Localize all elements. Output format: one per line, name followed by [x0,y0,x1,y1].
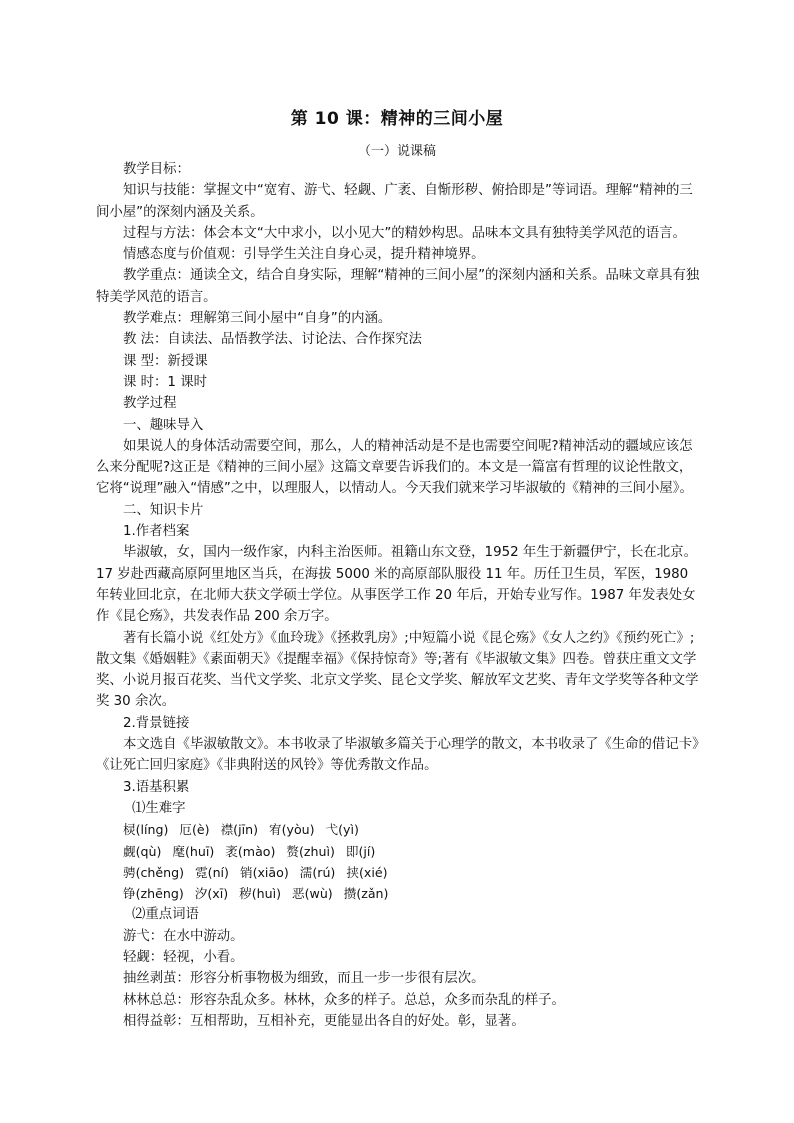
rare-characters-list [96,819,700,904]
goal-knowledge: 知识与技能：掌握文中“宽宥、游弋、轻觑、广袤、自惭形秽、俯拾即是”等词语。理解“精神的三间小屋”的深刻内涵及关系。 [96,183,693,220]
lesson-hours: 课 时：1 课时 [123,374,207,390]
char-row [123,862,700,883]
char-row [123,841,700,862]
char-item: 挟(xié) [346,864,388,880]
char-item: 销(xiāo) [239,864,289,880]
teaching-difficulty: 教学难点：理解第三间小屋中“自身”的内涵。 [123,311,392,327]
char-item: 铮(zhēng) [123,886,184,902]
char-item: 秽(huì) [239,886,282,902]
chars-heading: ⑴生难字 [132,800,186,816]
words-heading: ⑵重点词语 [132,907,199,923]
word-definition: 林林总总：形容杂乱众多。林林，众多的样子。总总，众多而杂乱的样子。 [123,992,565,1008]
char-item: 襟(jīn) [220,822,258,838]
char-item: 攒(zǎn) [343,886,389,902]
goal-emotion: 情感态度与价值观：引导学生关注自身心灵，提升精神境界。 [123,247,485,263]
subsection-heading: 1.作者档案 [123,524,190,540]
char-item: 觑(qù) [123,843,162,859]
char-item: 袤(mào) [225,843,276,859]
char-item: 濡(rú) [299,864,336,880]
teaching-method: 教 法：自读法、品悟教学法、讨论法、合作探究法 [123,332,422,348]
char-item: 恶(wù) [292,886,333,902]
char-item: 赘(zhuì) [286,843,335,859]
word-definition: 轻觑：轻视，小看。 [123,949,244,965]
char-item: 即(jí) [345,843,376,859]
goal-process: 过程与方法：体会本文“大中求小，以小见大”的精妙构思。品味本文具有独特美学风范的语言。 [123,225,686,241]
process-heading: 教学过程 [123,396,177,412]
word-definition: 抽丝剥茧：形容分析事物极为细致，而且一步一步很有层次。 [123,971,485,987]
char-item: 汐(xī) [194,886,229,902]
char-item: 弋(yì) [325,822,359,838]
char-item: 麾(huī) [172,843,215,859]
char-row [123,883,700,904]
teaching-focus: 教学重点：通读全文，结合自身实际，理解“精神的三间小屋”的深刻内涵和关系。品味文章具有独特美学风范的语言。 [96,268,700,305]
page-subtitle: （一）说课稿 [357,144,436,159]
document-body [96,159,700,1032]
background-paragraph: 本文选自《毕淑敏散文》。本书收录了毕淑敏多篇关于心理学的散文，本书收录了《生命的借记卡》《让死亡回归家庭》《非典附送的风铃》等优秀散文作品。 [96,737,699,774]
author-paragraph: 毕淑敏，女，国内一级作家，内科主治医师。祖籍山东文登，1952 年生于新疆伊宁，长在北京。17 岁赴西藏高原阿里地区当兵，在海拔 5000 米的高原部队服役 11 年。历任卫生员，军医，1980 年转业回北京，在北师大获文学硕士学位。从事医学工作 20 年后，开始专业写作。1987 年发表处女作《昆仑殇》，共发表作品 200 余万字。 [96,545,697,625]
char-item: 厄(è) [179,822,210,838]
char-item: 骋(chěng) [123,864,185,880]
char-item: 霓(ní) [195,864,229,880]
intro-paragraph: 如果说人的身体活动需要空间，那么，人的精神活动是不是也需要空间呢?精神活动的疆域应该怎么来分配呢?这正是《精神的三间小屋》这篇文章要告诉我们的。本文是一篇富有哲理的议论性散文，它将“说理”融入“情感”之中，以理服人，以情动人。今天我们就来学习毕淑敏的《精神的三间小屋》。 [96,438,693,497]
page-title: 第 10 课：精神的三间小屋 [290,109,504,129]
subsection-heading: 2.背景链接 [123,715,190,731]
subsection-heading: 3.语基积累 [123,779,190,795]
char-item: 宥(yòu) [268,822,315,838]
lesson-type: 课 型：新授课 [123,353,208,369]
word-definition: 游弋：在水中游动。 [123,928,244,944]
char-row [123,819,700,840]
section-heading: 一、趣味导入 [123,417,204,433]
goals-heading: 教学目标： [123,162,190,177]
word-definition: 相得益彰：互相帮助，互相补充，更能显出各自的好处。彰，显著。 [123,1013,525,1029]
char-item: 棂(líng) [123,822,169,838]
section-heading: 二、知识卡片 [123,502,204,518]
author-works-paragraph: 著有长篇小说《红处方》《血玲珑》《拯救乳房》;中短篇小说《昆仑殇》《女人之约》《预约死亡》;散文集《婚姻鞋》《素面朝天》《提醒幸福》《保持惊奇》等;著有《毕淑敏文集》四卷。曾获庄重文文学奖、小说月报百花奖、当代文学奖、北京文学奖、昆仑文学奖、解放军文艺奖、青年文学奖等各种文学奖 30 余次。 [96,630,699,710]
